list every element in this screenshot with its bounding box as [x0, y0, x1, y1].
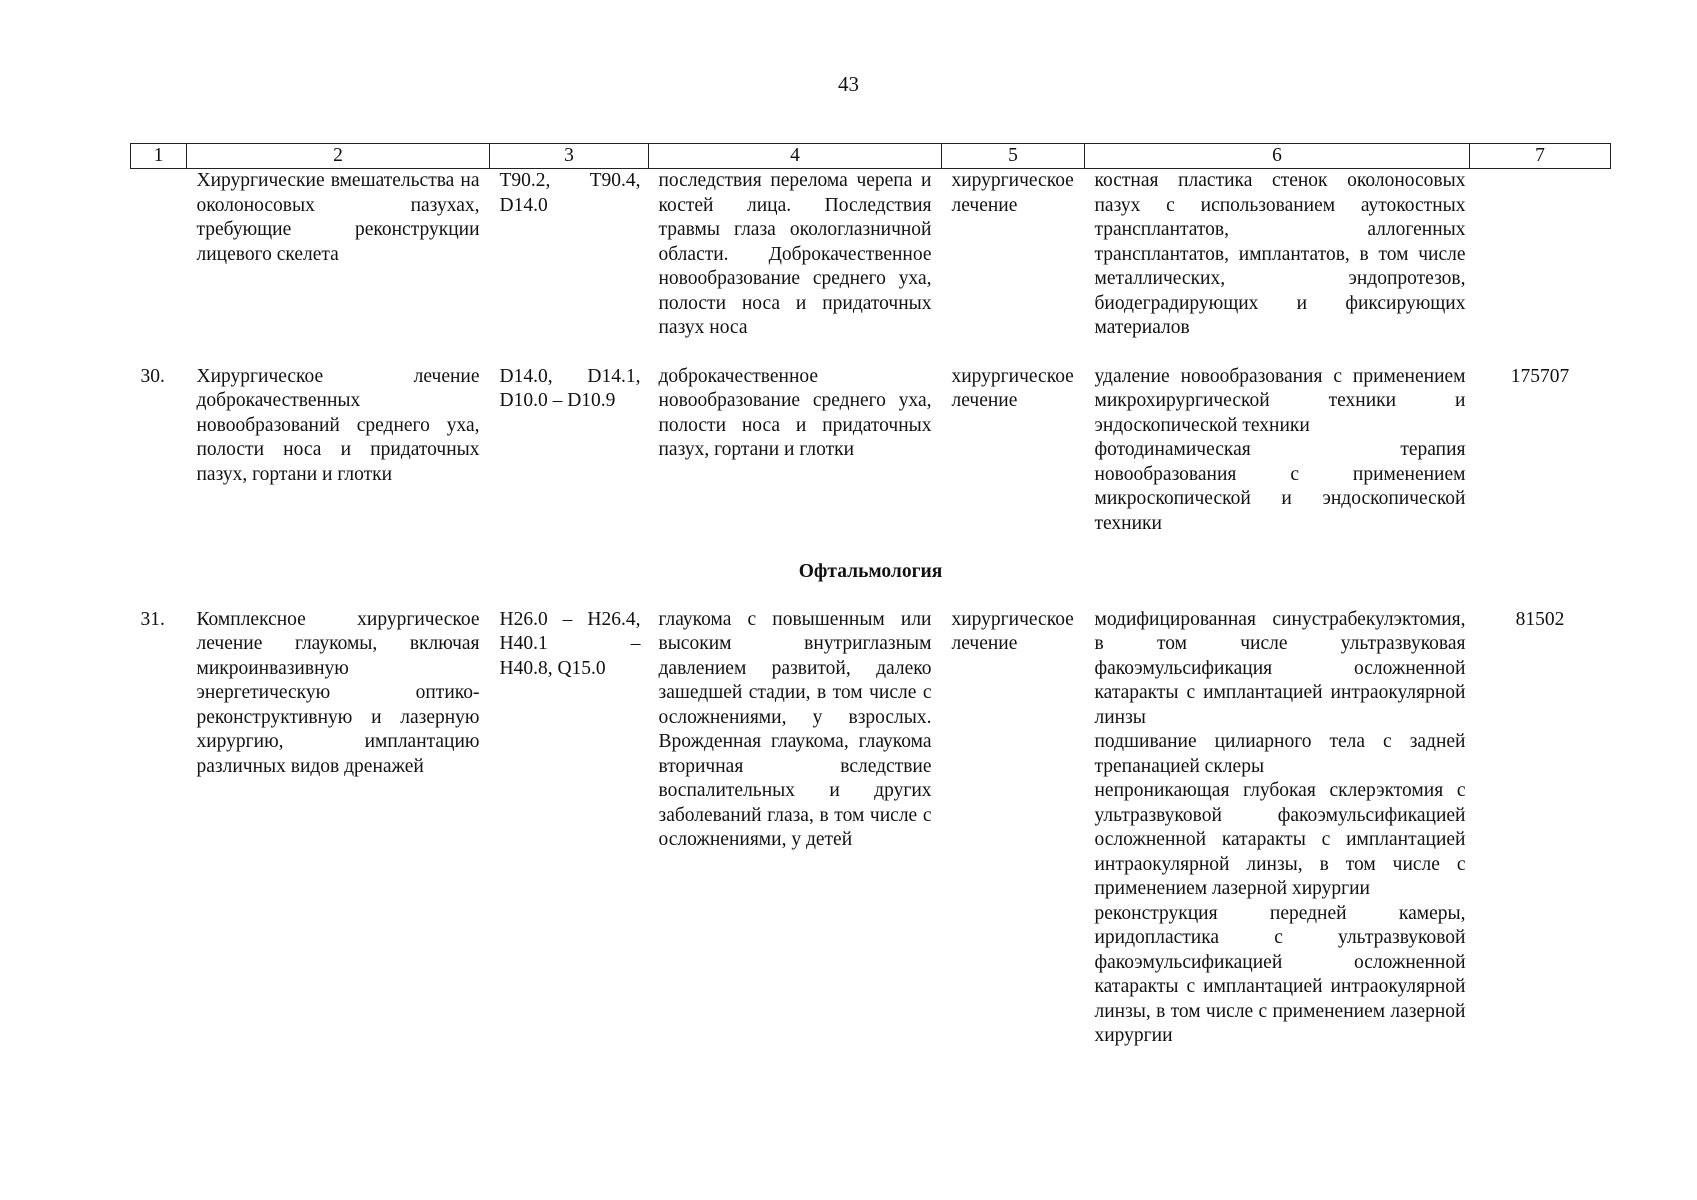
icd-code-line: D14.0, D14.1,	[499, 365, 641, 387]
column-number-5: 5	[942, 144, 1085, 169]
icd-code-line: D14.0	[499, 194, 548, 216]
table-row	[131, 169, 1611, 365]
intervention-name: Хирургические вмешательства на околоносовых пазухах, требующие реконструкции лицевого скелета	[196, 170, 480, 265]
table-row	[131, 608, 1611, 1049]
treatment-method	[1085, 169, 1470, 365]
method-item: реконструкция передней камеры, иридопластика с ультразвуковой факоэмульсификацией осложненной катаракты с имплантацией интраокулярной линзы, в том числе с применением лазерной хирургии	[1094, 902, 1466, 1046]
norm-cost: 175707	[1510, 365, 1570, 387]
column-number-2: 2	[187, 144, 490, 169]
treatment-type: хирургическое лечение	[951, 365, 1074, 411]
icd-codes	[490, 608, 649, 1049]
table-header	[131, 144, 1611, 169]
norm-cost: 81502	[1515, 608, 1565, 630]
row-number: 31.	[140, 608, 165, 630]
treatment-type: хирургическое лечение	[951, 170, 1074, 216]
icd-codes	[490, 365, 649, 561]
section-title: Офтальмология	[798, 561, 943, 582]
column-number-4: 4	[649, 144, 942, 169]
patient-model: доброкачественное новообразование среднего уха, полости носа и придаточных пазух, гортани и глотки	[658, 365, 932, 460]
column-number-3: 3	[490, 144, 649, 169]
patient-model: глаукома с повышенным или высоким внутриглазным давлением развитой, далеко зашедшей стадии, в том числе с осложнениями, у взрослых. Врожденная глаукома, глаукома вторичная вследствие воспалительных и других заболеваний глаза, в том числе с осложнениями, у детей	[658, 608, 932, 850]
method-item: непроникающая глубокая склерэктомия с ультразвуковой факоэмульсификацией осложненной катаракты с имплантацией интраокулярной линзы, в том числе с применением лазерной хирургии	[1094, 780, 1466, 899]
page-number: 43	[838, 72, 859, 96]
column-number-1: 1	[131, 144, 187, 169]
column-number-7: 7	[1470, 144, 1611, 169]
patient-model: последствия перелома черепа и костей лица. Последствия травмы глаза окологлазничной области. Доброкачественное новообразование среднего уха, полости носа и придаточных пазух носа	[658, 170, 932, 338]
treatment-method	[1085, 365, 1470, 561]
treatment-method	[1085, 608, 1470, 1049]
intervention-name: Комплексное хирургическое лечение глаукомы, включая микроинвазивную энергетическую оптико-реконструктивную и лазерную хирургию, имплантацию различных видов дренажей	[196, 608, 480, 777]
treatment-type: хирургическое лечение	[951, 608, 1074, 654]
method-item: удаление новообразования с применением микрохирургической техники и эндоскопической техники	[1094, 365, 1466, 436]
table-row	[131, 365, 1611, 561]
method-item: костная пластика стенок околоносовых пазух с использованием аутокостных трансплантатов, аллогенных трансплантатов, имплантатов, в том числе металлических, эндопротезов, биодеградирующих и фиксирующих материалов	[1094, 170, 1466, 338]
icd-code-line: H26.0 – H26.4,	[499, 608, 641, 630]
section-row	[131, 560, 1611, 608]
icd-code-line: H40.1 –	[499, 633, 641, 654]
icd-codes	[490, 169, 649, 365]
icd-code-line: H40.8, Q15.0	[499, 657, 606, 679]
medical-care-table	[130, 143, 1611, 1049]
icd-code-line: T90.2, T90.4,	[499, 170, 641, 191]
method-item: фотодинамическая терапия новообразования с применением микроскопической и эндоскопической техники	[1094, 439, 1466, 534]
intervention-name: Хирургическое лечение доброкачественных новообразований среднего уха, полости носа и придаточных пазух, гортани и глотки	[196, 365, 480, 485]
method-item: подшивание цилиарного тела с задней трепанацией склеры	[1094, 731, 1466, 777]
row-number: 30.	[140, 365, 165, 387]
column-number-6: 6	[1085, 144, 1470, 169]
norm-cost	[1470, 169, 1611, 365]
method-item: модифицированная синустрабекулэктомия, в том числе ультразвуковая факоэмульсификация осложненной катаракты с имплантацией интраокулярной линзы	[1094, 608, 1466, 728]
row-number	[131, 169, 187, 365]
icd-code-line: D10.0 – D10.9	[499, 390, 616, 411]
